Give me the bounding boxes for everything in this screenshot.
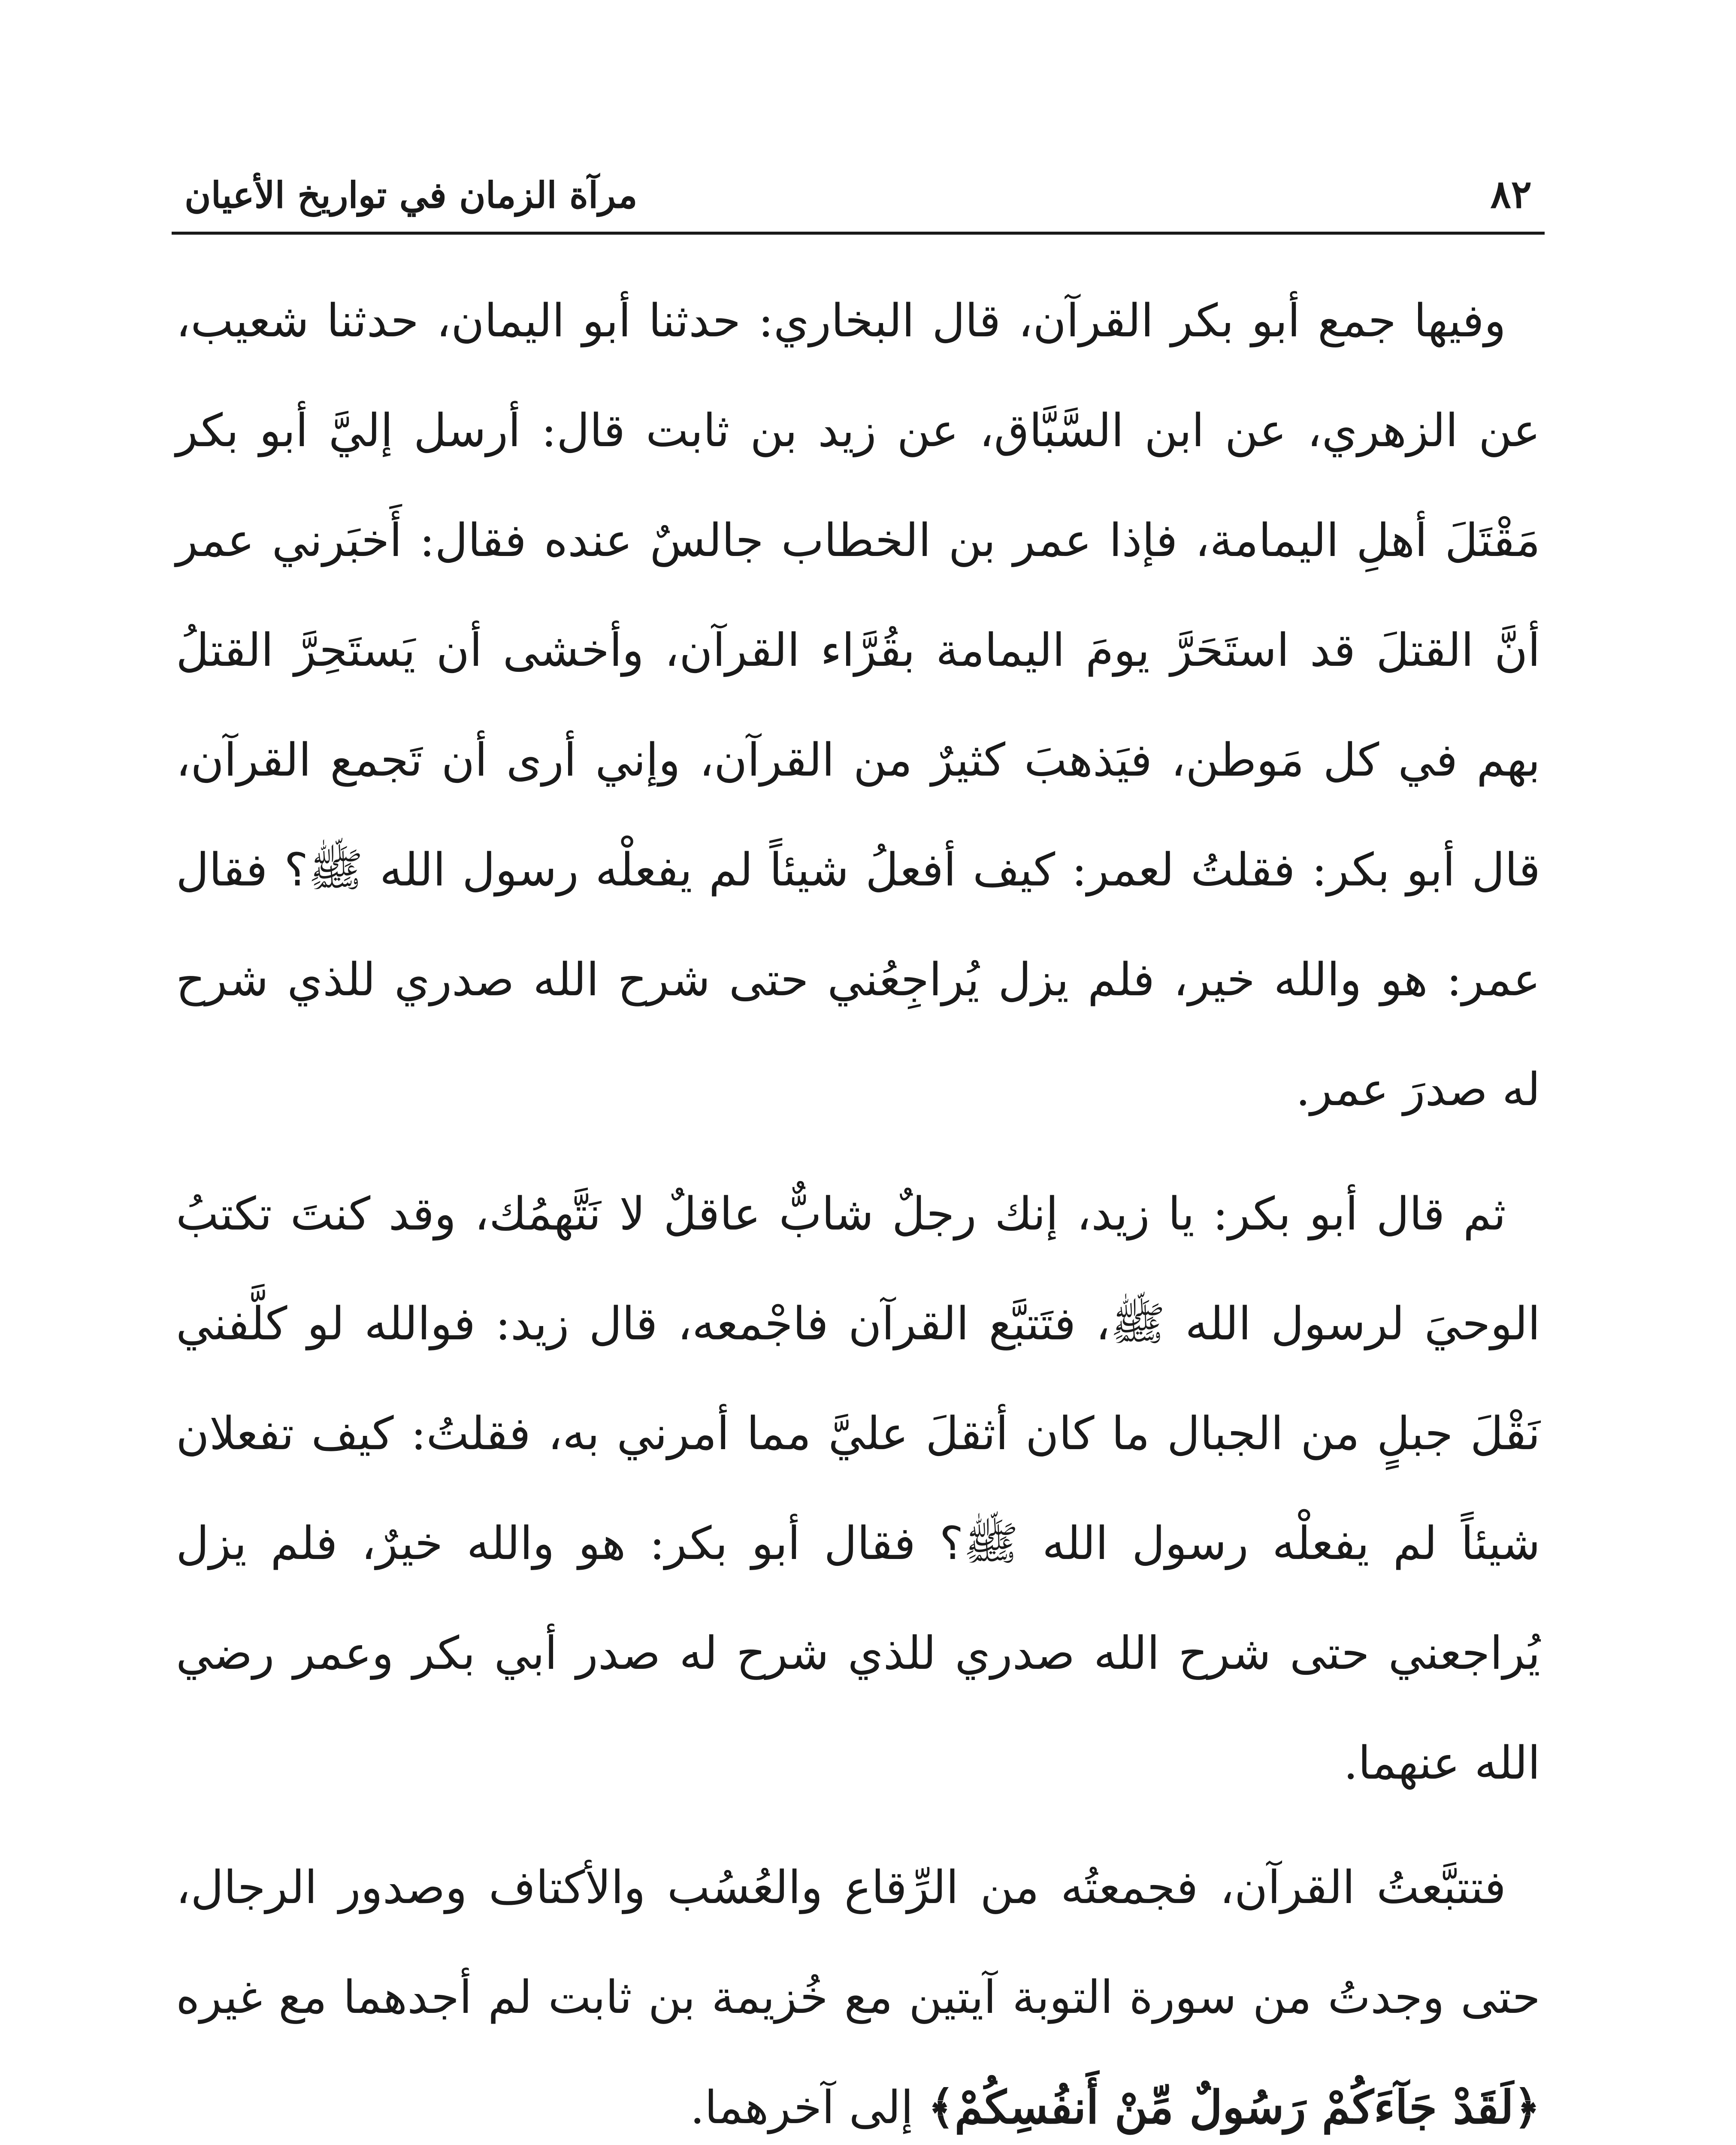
paragraph-text: فتتبَّعتُ القرآن، فجمعتُه من الرِّقاع والعُسُب والأكتاف وصدور الرجال، حتى وجدتُ من سورة التوبة آيتين مع خُزيمة بن ثابت لم أجدهما مع غيره bbox=[176, 1861, 1540, 2024]
page-number: ٨٢ bbox=[1490, 172, 1532, 217]
paragraph-text: إلى آخرهما. bbox=[690, 2081, 913, 2134]
running-header bbox=[172, 154, 1545, 235]
paragraph bbox=[176, 1833, 1540, 2145]
paragraph bbox=[176, 266, 1540, 1145]
paragraph-text: وفيها جمع أبو بكر القرآن، قال البخاري: حدثنا أبو اليمان، حدثنا شعيب، عن الزهري، عن ابن السَّبَّاق، عن زيد بن ثابت قال: أرسل إليَّ أبو بكر مَقْتَلَ أهلِ اليمامة، فإذا عمر بن الخطاب جالسٌ عنده فقال: أَخبَرني عمر أنَّ القتلَ قد استَحَرَّ يومَ اليمامة بقُرَّاء القرآن، وأخشى أن يَستَحِرَّ القتلُ بهم في كل مَوطن، فيَذهبَ كثيرٌ من القرآن، وإني أرى أن تَجمع القرآن، قال أبو بكر: فقلتُ لعمر: كيف أفعلُ شيئاً لم يفعلْه رسول الله ﷺ؟ فقال عمر: هو والله خير، فلم يزل يُراجِعُني حتى شرح الله صدري للذي شرح له صدرَ عمر. bbox=[176, 294, 1540, 1116]
quran-verse: ﴿لَقَدْ جَآءَكُمْ رَسُولٌ مِّنْ أَنفُسِكُمْ﴾ bbox=[928, 2080, 1540, 2134]
paragraph-text: ثم قال أبو بكر: يا زيد، إنك رجلٌ شابٌّ عاقلٌ لا نَتَّهمُك، وقد كنتَ تكتبُ الوحيَ لرسول الله ﷺ، فتَتبَّع القرآن فاجْمعه، قال زيد: فوالله لو كلَّفني نَقْلَ جبلٍ من الجبال ما كان أثقلَ عليَّ مما أمرني به، فقلتُ: كيف تفعلان شيئاً لم يفعلْه رسول الله ﷺ؟ فقال أبو بكر: هو والله خيرٌ، فلم يزل يُراجعني حتى شرح الله صدري للذي شرح له صدر أبي بكر وعمر رضي الله عنهما. bbox=[176, 1187, 1540, 1789]
book-title: مرآة الزمان في تواريخ الأعيان bbox=[184, 174, 638, 216]
paragraph bbox=[176, 1159, 1540, 1818]
main-text bbox=[176, 266, 1540, 2145]
